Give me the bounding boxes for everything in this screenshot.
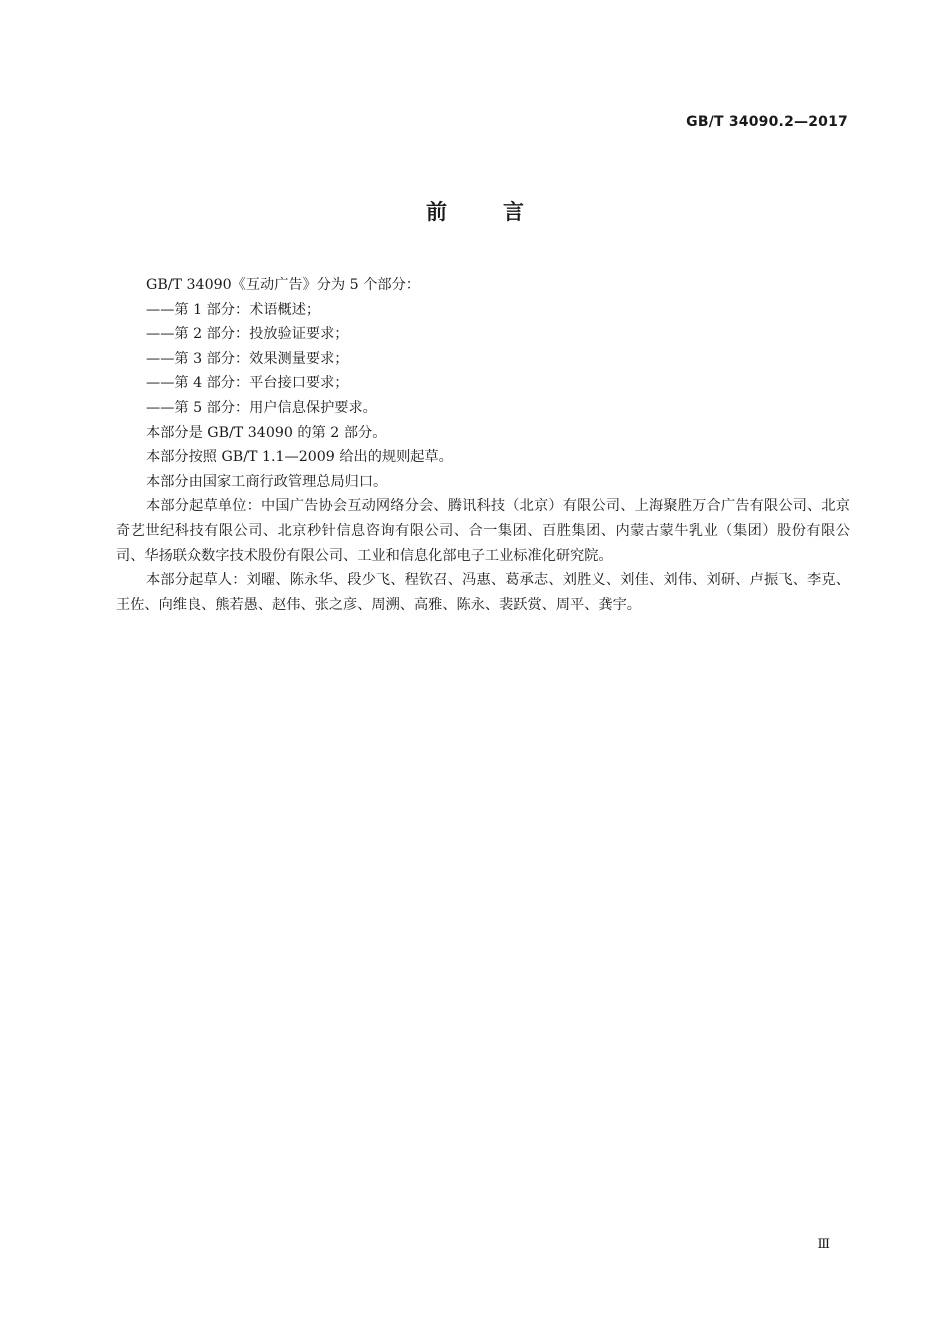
list-item-part-5: ——第 5 部分：用户信息保护要求。 [146,399,377,416]
paragraph-drafters: 本部分起草人：刘曜、陈永华、段少飞、程钦召、冯惠、葛承志、刘胜义、刘佳、刘伟、刘研、卢振飞、李克、王佐、向维良、熊若愚、赵伟、张之彦、周溯、高雅、陈永、裴跃赏、周平、龚宇。 [116,572,850,613]
page-number: Ⅲ [817,1237,830,1252]
page-title: 前言 [426,200,580,224]
paragraph-intro: GB/T 34090《互动广告》分为 5 个部分： [146,277,420,293]
standard-number: GB/T 34090.2—2017 [686,114,848,130]
list-item-part-4: ——第 4 部分：平台接口要求； [146,375,349,392]
foreword-body [116,273,850,617]
paragraph-drafting-units: 本部分起草单位：中国广告协会互动网络分会、腾讯科技（北京）有限公司、上海聚胜万合广告有限公司、北京奇艺世纪科技有限公司、北京秒针信息咨询有限公司、合一集团、百胜集团、内蒙古蒙牛乳业（集团）股份有限公司、华扬联众数字技术股份有限公司、工业和信息化部电子工业标准化研究院。 [116,498,850,564]
paragraph-drafting-rules: 本部分按照 GB/T 1.1—2009 给出的规则起草。 [146,449,453,466]
paragraph-administration: 本部分由国家工商行政管理总局归口。 [146,473,388,490]
paragraph-part-statement: 本部分是 GB/T 34090 的第 2 部分。 [146,424,387,441]
list-item-part-1: ——第 1 部分：术语概述； [146,301,321,318]
list-item-part-2: ——第 2 部分：投放验证要求； [146,326,349,343]
list-item-part-3: ——第 3 部分：效果测量要求； [146,350,349,367]
